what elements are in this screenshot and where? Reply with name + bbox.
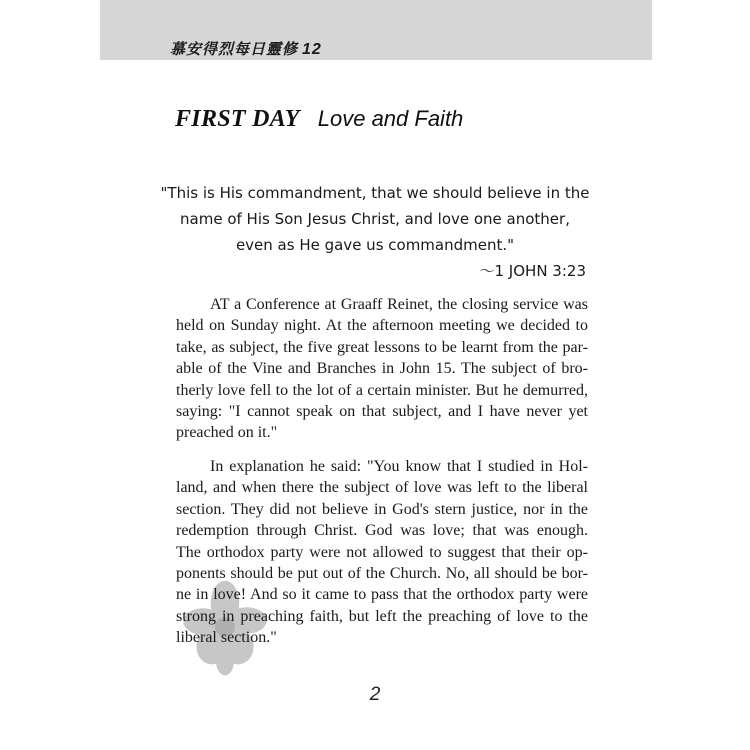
paragraph-line: section. They did not believe in God's stern justice, nor in the <box>176 500 588 518</box>
paragraph-line: ponents should be put out of the Church. No, all should be bor- <box>176 565 588 583</box>
book-title: 慕安得烈每日靈修 <box>170 40 299 58</box>
paragraph-line: AT a Conference at Graaff Reinet, the closing service was <box>210 296 588 313</box>
verse-line: "This is His commandment, that we should believe in the <box>160 184 590 202</box>
paragraph-line: liberal section." <box>176 629 277 647</box>
paragraph-line: In explanation he said: "You know that I studied in Hol- <box>210 458 588 475</box>
paragraph-line: land, and when there the subject of love was left to the liberal <box>176 479 588 497</box>
header-page-label: 12 <box>302 41 322 58</box>
verse-line: name of His Son Jesus Christ, and love one another, <box>180 210 570 228</box>
page-number: 2 <box>369 684 381 705</box>
running-header <box>170 38 322 59</box>
paragraph-line: saying: "I cannot speak on that subject, and I have never yet <box>176 403 588 421</box>
paragraph-line: strong in preaching faith, but left the preaching of love to the <box>176 607 588 625</box>
scripture-quote <box>150 180 600 284</box>
paragraph-line: held on Sunday night. At the afternoon meeting we decided to <box>176 317 588 335</box>
paragraph-1 <box>176 294 588 444</box>
scripture-reference: ～1 JOHN 3:23 <box>479 262 586 280</box>
paragraph-line: redemption through Christ. God was love; that was enough. <box>176 522 588 540</box>
theme-heading: Love and Faith <box>317 106 464 131</box>
paragraph-line: preached on it." <box>176 424 278 442</box>
paragraph-2 <box>176 456 588 649</box>
day-heading: FIRST DAY <box>175 106 300 132</box>
paragraph-line: take, as subject, the five great lessons to be learnt from the par- <box>176 338 588 356</box>
paragraph-line: therly love fell to the lot of a certain minister. But he demurred, <box>176 381 588 399</box>
page-title <box>175 106 463 133</box>
paragraph-line: ne in love! And so it came to pass that the orthodox party were <box>176 586 588 604</box>
paragraph-line: able of the Vine and Branches in John 15. The subject of bro- <box>176 360 588 378</box>
paragraph-line: The orthodox party were not allowed to suggest that their op- <box>176 543 588 561</box>
verse-line: even as He gave us commandment." <box>235 236 515 254</box>
